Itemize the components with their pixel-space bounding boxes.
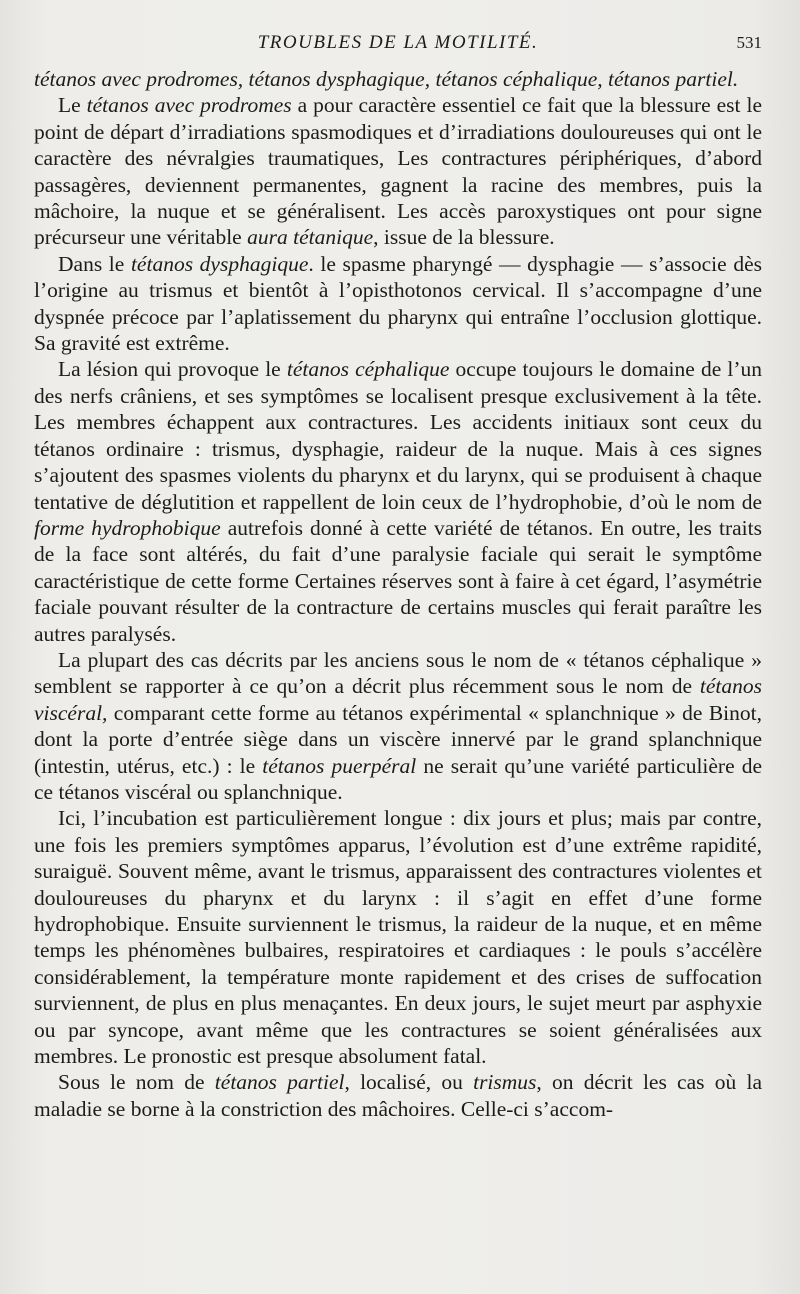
italic-term: tétanos partiel bbox=[214, 1070, 345, 1095]
italic-term: aura tétanique bbox=[247, 225, 374, 250]
body-text bbox=[34, 66, 762, 1122]
text-run: , on décrit les cas où la maladie se borne à la constriction des mâchoires. Celle-ci s’accom- bbox=[34, 1070, 762, 1121]
text-run: Sous le nom de bbox=[58, 1070, 215, 1095]
text-run: comparant cette forme au tétanos expérimental « splanchnique » de Binot, dont la porte d’entrée siège dans un viscère innervé par le grand splanchnique (intestin, utérus, etc.) : le bbox=[34, 700, 762, 778]
text-run: a pour caractère essentiel ce fait que la blessure est le point de départ d’irradiations spasmodiques et d’irradiations douloureuses qui ont le caractère des névralgies traumatiques, Les contractures périphériques, d’abord passagères, deviennent permanentes, gagnent la racine des membres, puis la mâchoire, la nuque et se généralisent. Les accès paroxystiques ont pour signe précurseur une véritable bbox=[34, 93, 762, 250]
italic-term: tétanos céphalique bbox=[286, 357, 450, 382]
text-run: , issue de la blessure. bbox=[373, 225, 555, 250]
text-run: . le spasme pharyngé — dysphagie — s’associe dès l’origine au trismus et bientôt à l’opisthotonos cervical. Il s’accompagne d’une dyspnée précoce par l’aplatissement du pharynx qui entraîne l’occlusion glottique. Sa gravité est extrême. bbox=[34, 251, 762, 356]
text-run: autrefois donné à cette variété de tétanos. En outre, les traits de la face sont altérés, du fait d’une paralysie faciale qui serait le symptôme caractéristique de cette forme Certaines réserves sont à faire à cet égard, l’asymétrie faciale pouvant résulter de la contracture de certains muscles qui ferait paraître les autres paralysés. bbox=[34, 515, 762, 646]
text-run: Dans le bbox=[58, 251, 131, 276]
paragraph-tetanos-avec-prodromes bbox=[34, 92, 762, 250]
italic-term: tétanos puerpéral bbox=[262, 753, 417, 778]
paragraph-continuation bbox=[34, 66, 762, 92]
text-run: La plupart des cas décrits par les anciens sous le nom de « tétanos céphalique » semblent se rapporter à ce qu’on a décrit plus récemment sous le nom de bbox=[34, 647, 762, 699]
paragraph-tetanos-cephalique bbox=[34, 356, 762, 646]
italic-term: tétanos dysphagique bbox=[130, 251, 309, 276]
italic-term: tétanos avec prodromes, tétanos dysphagique, tétanos céphalique, tétanos partiel. bbox=[34, 67, 739, 91]
running-title: TROUBLES DE LA MOTILITÉ. bbox=[257, 32, 539, 53]
text-run: occupe toujours le domaine de l’un des nerfs crâniens, et ses symptômes se localisent presque exclusivement à la tête. Les membres échappent aux contractures. Les accidents initiaux sont ceux du tétanos ordinaire : trismus, dysphagie, raideur de la nuque. Mais à ces signes s’ajoutent des spasmes violents du pharynx et du larynx, qui se produisent à chaque tentative de déglutition et rappellent de loin ceux de l’hydrophobie, d’où le nom de bbox=[34, 357, 762, 514]
text-run: Ici, l’incubation est particulièrement longue : dix jours et plus; mais par contre, une fois les premiers symptômes apparus, l’évolution est d’une extrême rapidité, suraiguë. Souvent même, avant le trismus, apparaissent des contractures violentes et douloureuses du pharynx et du larynx : il s’agit en effet d’une forme hydrophobique. Ensuite surviennent le trismus, la raideur de la nuque, et en même temps les phénomènes bulbaires, respiratoires et cardiaques : le pouls s’accélère considérablement, la température monte rapidement et des crises de suffocation surviennent, de plus en plus menaçantes. En deux jours, le sujet meurt par asphyxie ou par syncope, avant même que les contractures se soient généralisées aux membres. Le pronostic est presque absolument fatal. bbox=[34, 806, 762, 1069]
text-run: ne serait qu’une variété particulière de ce tétanos viscéral ou splanchnique. bbox=[34, 753, 763, 804]
text-run: La lésion qui provoque le bbox=[58, 357, 287, 382]
paragraph-incubation bbox=[34, 805, 762, 1069]
text-run: Le bbox=[58, 93, 87, 118]
page-header bbox=[32, 30, 764, 56]
italic-term: tétanos viscéral, bbox=[34, 674, 762, 725]
paragraph-tetanos-partiel bbox=[34, 1069, 762, 1122]
page-number: 531 bbox=[736, 33, 762, 52]
italic-term: trismus bbox=[473, 1070, 537, 1095]
text-run: , localisé, ou bbox=[344, 1070, 474, 1095]
paragraph-tetanos-visceral bbox=[34, 647, 762, 805]
paragraph-tetanos-dysphagique bbox=[34, 251, 762, 357]
italic-term: tétanos avec prodromes bbox=[86, 93, 292, 118]
italic-term: forme hydrophobique bbox=[34, 515, 221, 540]
